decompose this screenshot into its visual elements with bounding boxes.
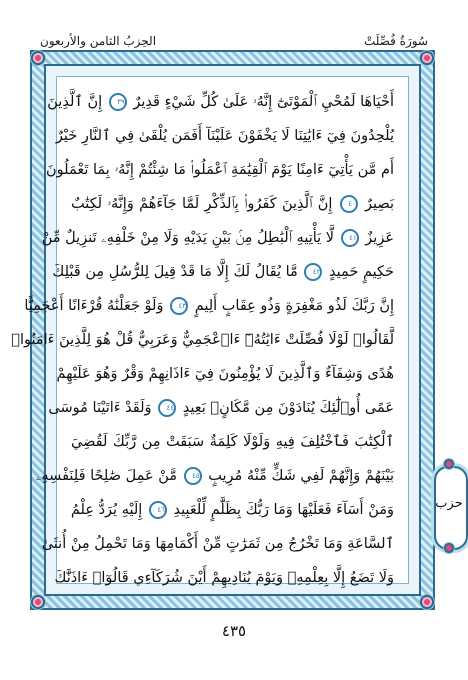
verse-text: يُلْحِدُونَ فِيٓ ءَايَٰتِنَا لَا يَخْفَوْنَ عَلَيْنَآ أَفَمَن يُلْقَىٰ فِي ٱلنَّارِ خَيْرٌ — [55, 128, 394, 144]
rosette-icon — [443, 458, 455, 470]
verse-line — [56, 357, 394, 391]
text-panel — [11, 76, 409, 586]
verse-text: وَلَقَدْ ءَاتَيْنَا مُوسَى — [48, 400, 152, 416]
corner-rosette-icon — [30, 594, 46, 610]
verse-line — [41, 221, 394, 255]
verse-text: إِنَّ رَبَّكَ لَذُو مَغْفِرَةٍ وَذُو عِقَابٍ أَلِيمٍ — [194, 298, 394, 314]
ayah-number-marker: ٤٢ — [304, 263, 322, 281]
verse-line — [41, 527, 394, 561]
rosette-icon — [443, 542, 455, 554]
verse-text: مَّا يُقَالُ لَكَ إِلَّا مَا قَدْ قِيلَ لِلرُّسُلِ مِن قَبْلِكَ — [52, 264, 298, 280]
ayah-number-marker: ٤٣ — [170, 297, 188, 315]
hizb-marker — [432, 458, 466, 554]
verse-text: أَحْيَاهَا لَمُحْيِ ٱلْمَوْتَىٰٓ إِنَّهُۥ عَلَىٰ كُلِّ شَيْءٍ قَدِيرٌ — [133, 94, 394, 110]
verse-line — [71, 425, 394, 459]
hizb-title: الحِزبُ الثامن والأربعون — [40, 34, 157, 48]
ayah-number-marker: ٤٦ — [149, 501, 167, 519]
verse-text: بَصِيرٌ — [365, 196, 395, 212]
ayah-number-marker: ٤١ — [341, 229, 359, 247]
verse-line — [11, 323, 394, 357]
verse-text: وَلَوْ جَعَلْنَٰهُ قُرْءَانًا أَعْجَمِيًّا — [24, 298, 164, 314]
verse-line — [52, 255, 394, 289]
verse-text: حَكِيمٍ حَمِيدٍ — [329, 264, 394, 280]
verse-text: ٱلْكِتَٰبَ فَٱخْتُلِفَ فِيهِ وَلَوْلَا كَلِمَةٌ سَبَقَتْ مِن رَّبِّكَ لَقُضِيَ — [71, 434, 394, 450]
verse-text: إِنَّ ٱلَّذِينَ كَفَرُوا۟ بِٱلذِّكْرِ لَمَّا جَآءَهُمْ وَإِنَّهُۥ لَكِتَٰبٌ — [71, 196, 333, 212]
ayah-number-marker: ٤٠ — [340, 195, 358, 213]
verse-line — [48, 391, 394, 425]
frame-inner-border — [11, 64, 421, 596]
verse-line — [71, 493, 394, 527]
verse-text: أَم مَّن يَأْتِيٓ ءَامِنًا يَوْمَ ٱلْقِيَٰمَةِ ٱعْمَلُوا۟ مَا شِئْتُمْ إِنَّهُۥ بِمَا تَعْمَلُونَ — [46, 162, 394, 178]
verse-text: وَلَا تَضَعُ إِلَّا بِعِلْمِهِۦ وَيَوْمَ يُنَادِيهِمْ أَيْنَ شُرَكَآءِي قَالُوٓا۟ ءَاذَنَّٰكَ — [54, 570, 394, 586]
verse-text: وَمَنْ أَسَآءَ فَعَلَيْهَا وَمَا رَبُّكَ بِظَلَّٰمٍ لِّلْعَبِيدِ — [173, 502, 394, 518]
ayah-number-marker: ٣٩ — [109, 93, 127, 111]
surah-title: سُورَةُ فُصِّلَتْ — [363, 34, 428, 48]
verse-text: لَّقَالُوا۟ لَوْلَا فُصِّلَتْ ءَايَٰتُهُۥٓ ءَا۬عْجَمِيٌّ وَعَرَبِيٌّ قُلْ هُوَ لِلَّذِينَ ءَامَنُوا۟ — [11, 332, 394, 348]
verse-line — [55, 119, 394, 153]
page-number: ٤٣٥ — [221, 622, 247, 640]
verse-text: لَّا يَأْتِيهِ ٱلْبَٰطِلُ مِنۢ بَيْنِ يَدَيْهِ وَلَا مِنْ خَلْفِهِۦ تَنزِيلٌ مِّنْ — [41, 230, 335, 246]
verse-line — [71, 187, 394, 221]
verse-text: ٱلسَّاعَةِ وَمَا تَخْرُجُ مِن ثَمَرَٰتٍ مِّنْ أَكْمَامِهَا وَمَا تَحْمِلُ مِنْ أُنثَىٰ — [41, 536, 394, 552]
verse-text: عَمًى أُو۟لَٰٓئِكَ يُنَادَوْنَ مِن مَّكَانٍۭ بَعِيدٍ — [182, 400, 394, 416]
verse-line — [24, 289, 394, 323]
corner-rosette-icon — [419, 594, 435, 610]
verse-text: بَيْنَهُمْ وَإِنَّهُمْ لَفِي شَكٍّ مِّنْهُ مُرِيبٍ — [208, 468, 394, 484]
verse-text: إِلَيْهِ يُرَدُّ عِلْمُ — [70, 502, 143, 518]
verse-line — [47, 85, 394, 119]
verse-text: عَزِيزٌ — [365, 230, 394, 246]
ayah-number-marker: ٤٥ — [184, 467, 202, 485]
corner-rosette-icon — [419, 50, 435, 66]
verse-line — [35, 459, 394, 493]
verse-line — [54, 561, 394, 595]
ornamental-frame — [11, 50, 435, 610]
verse-text: مَّنْ عَمِلَ صَٰلِحًا فَلِنَفْسِهِۦ — [35, 468, 178, 484]
verse-text: إِنَّ ٱلَّذِينَ — [47, 94, 103, 110]
hizb-label: حزب — [435, 496, 463, 511]
ayah-number-marker: ٤٤ — [158, 399, 176, 417]
verse-text: هُدًى وَشِفَآءٌ وَٱلَّذِينَ لَا يُؤْمِنُونَ فِيٓ ءَاذَانِهِمْ وَقْرٌ وَهُوَ عَلَيْهِمْ — [56, 366, 394, 382]
verse-line — [46, 153, 394, 187]
verse-lines — [11, 85, 395, 586]
